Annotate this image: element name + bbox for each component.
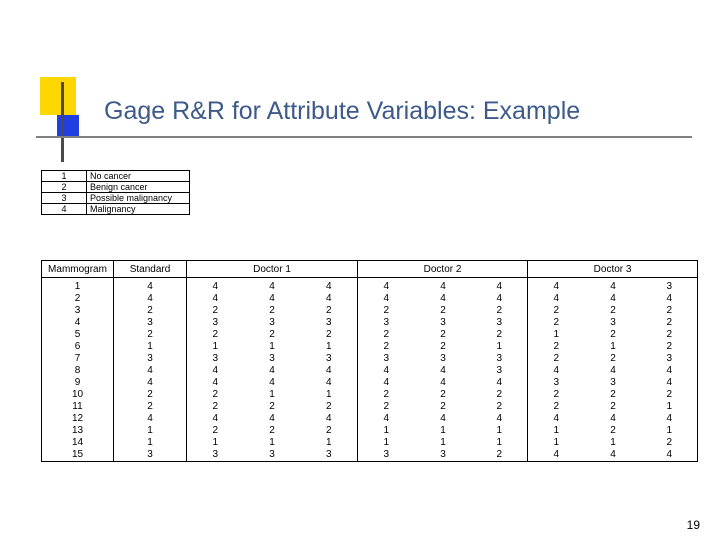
table-cell: 4 <box>528 278 585 294</box>
table-cell: 3 <box>440 353 446 364</box>
table-cell: 2 <box>114 305 187 317</box>
table-cell: 1 <box>610 437 616 448</box>
table-cell: 2 <box>666 329 673 340</box>
table-cell: 4 <box>187 365 244 377</box>
table-cell: 2 <box>610 353 616 364</box>
table-cell: 11 <box>72 401 83 412</box>
table-cell: 4 <box>325 377 332 388</box>
table-cell: 8 <box>74 365 81 376</box>
legend-label: No cancer <box>87 171 190 182</box>
table-cell: 2 <box>496 449 503 460</box>
table-cell: 3 <box>496 365 503 376</box>
table-cell: 4 <box>528 365 585 377</box>
table-cell: 2 <box>74 293 81 304</box>
table-cell: 4 <box>528 449 585 462</box>
table-cell: 2 <box>440 389 446 400</box>
table-cell: 4 <box>325 293 332 304</box>
table-cell: 4 <box>114 377 187 389</box>
table-cell: 2 <box>269 329 275 340</box>
table-cell: 2 <box>187 329 244 341</box>
table-row <box>42 317 698 329</box>
table-cell: 2 <box>187 389 244 401</box>
table-cell: 4 <box>187 377 244 389</box>
table-cell: 4 <box>610 293 616 304</box>
table-cell: 2 <box>610 389 616 400</box>
table-cell: 4 <box>610 413 616 424</box>
header-mammogram: Mammogram <box>42 261 114 278</box>
table-cell: 14 <box>71 437 84 448</box>
table-cell: 1 <box>114 425 187 437</box>
table-cell: 2 <box>610 425 616 436</box>
table-cell: 2 <box>528 401 585 413</box>
legend-code: 3 <box>42 193 87 204</box>
table-cell: 2 <box>358 341 415 353</box>
table-cell: 2 <box>528 317 585 329</box>
table-cell: 3 <box>666 281 673 292</box>
table-cell: 4 <box>666 449 673 460</box>
table-cell: 1 <box>187 437 244 449</box>
table-cell: 4 <box>325 281 332 292</box>
table-cell: 3 <box>187 317 244 329</box>
table-cell: 3 <box>496 317 503 328</box>
table-row <box>42 278 698 294</box>
table-cell: 2 <box>187 305 244 317</box>
table-cell: 4 <box>358 413 415 425</box>
table-cell: 5 <box>74 329 81 340</box>
table-cell: 1 <box>325 341 332 352</box>
table-cell: 3 <box>187 449 244 462</box>
table-cell: 4 <box>666 413 673 424</box>
table-cell: 2 <box>528 305 585 317</box>
table-cell: 15 <box>71 449 84 460</box>
table-cell: 13 <box>71 425 84 436</box>
table-cell: 3 <box>114 317 187 329</box>
table-cell: 1 <box>358 437 415 449</box>
table-cell: 4 <box>358 278 415 294</box>
table-cell: 3 <box>496 353 503 364</box>
table-cell: 2 <box>666 341 673 352</box>
table-cell: 2 <box>440 341 446 352</box>
table-cell: 2 <box>187 401 244 413</box>
header-doctor-1: Doctor 1 <box>187 261 358 278</box>
table-cell: 2 <box>496 329 503 340</box>
table-row <box>42 329 698 341</box>
table-cell: 2 <box>358 305 415 317</box>
table-cell: 4 <box>269 365 275 376</box>
table-cell: 4 <box>74 317 81 328</box>
slide-title: Gage R&R for Attribute Variables: Example <box>104 97 581 125</box>
table-cell: 3 <box>325 317 332 328</box>
table-cell: 2 <box>325 305 332 316</box>
table-row <box>42 413 698 425</box>
table-cell: 4 <box>496 377 503 388</box>
table-cell: 1 <box>528 329 585 341</box>
table-cell: 1 <box>187 341 244 353</box>
table-cell: 1 <box>496 425 503 436</box>
legend-code: 1 <box>42 171 87 182</box>
table-cell: 2 <box>496 389 503 400</box>
table-cell: 1 <box>269 437 275 448</box>
legend-row <box>42 193 190 204</box>
table-cell: 4 <box>269 377 275 388</box>
table-cell: 3 <box>187 353 244 365</box>
page-number: 19 <box>686 518 700 532</box>
table-cell: 2 <box>325 401 332 412</box>
table-cell: 2 <box>358 329 415 341</box>
table-cell: 2 <box>666 305 673 316</box>
table-cell: 1 <box>358 425 415 437</box>
table-cell: 2 <box>358 401 415 413</box>
table-cell: 1 <box>440 425 446 436</box>
table-cell: 2 <box>666 437 673 448</box>
table-cell: 2 <box>358 389 415 401</box>
table-cell: 1 <box>269 389 275 400</box>
table-row <box>42 293 698 305</box>
table-cell: 4 <box>440 377 446 388</box>
table-cell: 1 <box>325 437 332 448</box>
table-cell: 3 <box>610 377 616 388</box>
table-cell: 3 <box>325 353 332 364</box>
table-cell: 2 <box>528 353 585 365</box>
header-doctor-3: Doctor 3 <box>528 261 698 278</box>
table-cell: 2 <box>269 425 275 436</box>
table-cell: 2 <box>114 401 187 413</box>
table-cell: 4 <box>666 293 673 304</box>
table-cell: 1 <box>496 341 503 352</box>
table-cell: 4 <box>325 413 332 424</box>
table-cell: 4 <box>325 365 332 376</box>
table-cell: 2 <box>610 329 616 340</box>
table-cell: 2 <box>440 329 446 340</box>
table-cell: 3 <box>610 317 616 328</box>
table-cell: 2 <box>440 305 446 316</box>
decor-vertical-line <box>61 82 64 162</box>
table-cell: 3 <box>114 353 187 365</box>
table-cell: 2 <box>610 305 616 316</box>
table-cell: 3 <box>269 449 275 460</box>
legend-label: Benign cancer <box>87 182 190 193</box>
table-cell: 2 <box>114 329 187 341</box>
table-cell: 1 <box>666 425 673 436</box>
table-cell: 4 <box>187 278 244 294</box>
table-row <box>42 365 698 377</box>
table-cell: 4 <box>269 281 275 292</box>
table-cell: 4 <box>666 377 673 388</box>
table-cell: 3 <box>114 449 187 462</box>
table-cell: 2 <box>440 401 446 412</box>
table-cell: 2 <box>325 425 332 436</box>
table-cell: 4 <box>114 413 187 425</box>
table-cell: 2 <box>325 329 332 340</box>
table-cell: 4 <box>114 293 187 305</box>
table-cell: 3 <box>358 449 415 462</box>
table-cell: 3 <box>269 317 275 328</box>
table-cell: 4 <box>358 293 415 305</box>
table-cell: 1 <box>610 341 616 352</box>
header-doctor-2: Doctor 2 <box>358 261 528 278</box>
legend-code: 4 <box>42 204 87 215</box>
table-row <box>42 401 698 413</box>
table-cell: 2 <box>114 389 187 401</box>
table-row <box>42 377 698 389</box>
table-cell: 4 <box>187 293 244 305</box>
legend-label: Possible malignancy <box>87 193 190 204</box>
table-cell: 4 <box>496 293 503 304</box>
table-cell: 4 <box>440 293 446 304</box>
table-cell: 3 <box>440 449 446 460</box>
decor-yellow-square <box>40 77 76 115</box>
table-cell: 4 <box>610 365 616 376</box>
table-cell: 2 <box>528 389 585 401</box>
table-cell: 7 <box>74 353 81 364</box>
table-cell: 12 <box>71 413 84 424</box>
table-cell: 4 <box>496 413 503 424</box>
header-standard: Standard <box>114 261 187 278</box>
table-cell: 3 <box>666 353 673 364</box>
table-cell: 2 <box>666 317 673 328</box>
table-cell: 4 <box>610 449 616 460</box>
table-cell: 1 <box>114 341 187 353</box>
table-cell: 1 <box>325 389 332 400</box>
legend-row <box>42 182 190 193</box>
table-cell: 4 <box>358 365 415 377</box>
table-cell: 4 <box>440 365 446 376</box>
legend-label: Malignancy <box>87 204 190 215</box>
table-cell: 4 <box>269 293 275 304</box>
table-cell: 3 <box>269 353 275 364</box>
table-row <box>42 305 698 317</box>
table-cell: 1 <box>440 437 446 448</box>
table-cell: 4 <box>666 365 673 376</box>
legend-row <box>42 204 190 215</box>
table-cell: 2 <box>666 389 673 400</box>
legend-table <box>41 170 190 215</box>
table-cell: 3 <box>325 449 332 460</box>
table-cell: 3 <box>74 305 81 316</box>
table-cell: 2 <box>496 401 503 412</box>
table-cell: 3 <box>440 317 446 328</box>
table-cell: 2 <box>496 305 503 316</box>
table-cell: 3 <box>358 317 415 329</box>
table-cell: 2 <box>610 401 616 412</box>
table-cell: 3 <box>358 353 415 365</box>
legend-row <box>42 171 190 182</box>
table-row <box>42 341 698 353</box>
table-cell: 4 <box>610 281 616 292</box>
table-cell: 1 <box>666 401 673 412</box>
table-cell: 1 <box>528 437 585 449</box>
table-cell: 1 <box>528 425 585 437</box>
table-cell: 10 <box>71 389 84 400</box>
data-table <box>41 260 698 462</box>
table-row <box>42 449 698 462</box>
table-cell: 4 <box>440 281 446 292</box>
table-cell: 4 <box>528 413 585 425</box>
table-row <box>42 437 698 449</box>
table-row <box>42 389 698 401</box>
table-cell: 9 <box>74 377 81 388</box>
table-cell: 4 <box>269 413 275 424</box>
table-cell: 1 <box>269 341 275 352</box>
table-cell: 2 <box>269 401 275 412</box>
table-cell: 4 <box>358 377 415 389</box>
table-cell: 1 <box>74 281 81 292</box>
table-cell: 3 <box>528 377 585 389</box>
title-underline <box>36 136 692 138</box>
legend-code: 2 <box>42 182 87 193</box>
table-row <box>42 425 698 437</box>
table-cell: 4 <box>187 413 244 425</box>
table-cell: 2 <box>528 341 585 353</box>
table-cell: 6 <box>74 341 81 352</box>
table-cell: 1 <box>114 437 187 449</box>
table-row <box>42 353 698 365</box>
table-cell: 4 <box>528 293 585 305</box>
table-cell: 1 <box>496 437 503 448</box>
table-cell: 4 <box>440 413 446 424</box>
table-cell: 4 <box>496 281 503 292</box>
table-cell: 2 <box>269 305 275 316</box>
table-cell: 4 <box>114 365 187 377</box>
table-cell: 4 <box>114 278 187 294</box>
table-cell: 2 <box>187 425 244 437</box>
